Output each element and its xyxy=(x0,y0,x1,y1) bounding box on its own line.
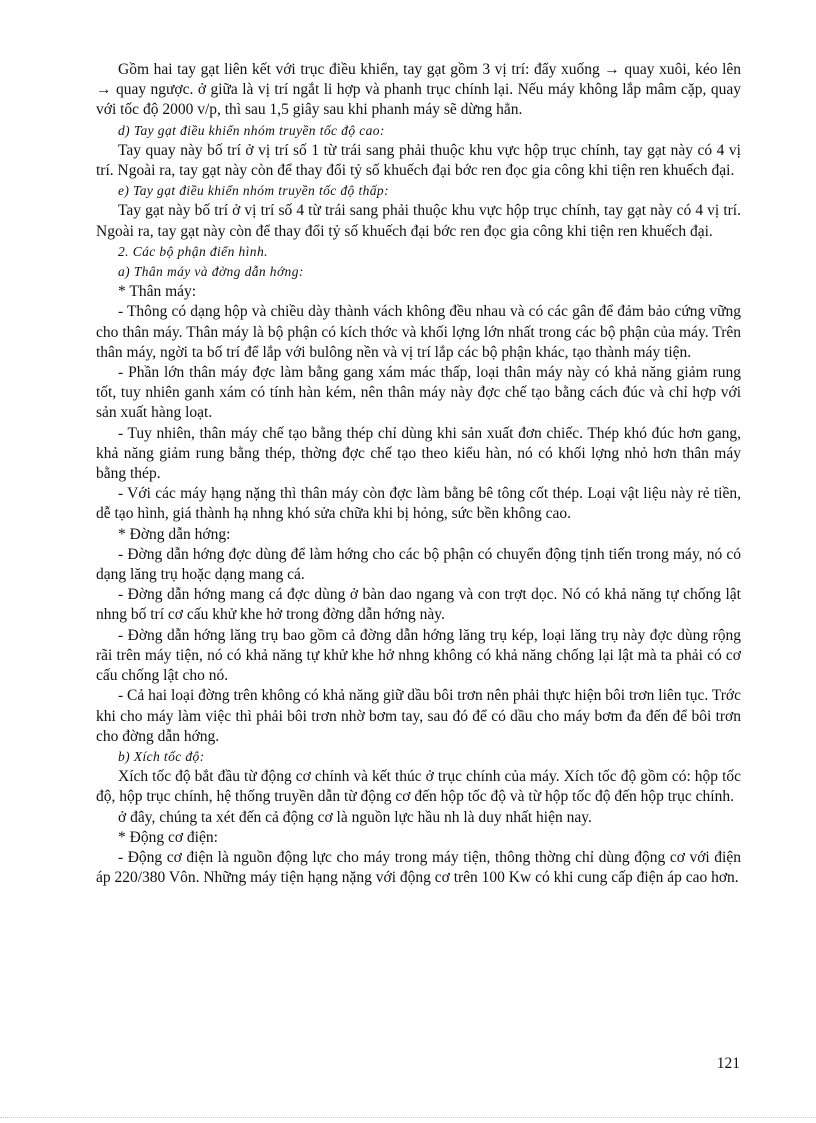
paragraph-guideway-lubrication: - Cả hai loại đờng trên không có khả năng giữ dầu bôi trơn nên phải thực hiện bôi trơn liên tục. Trớc khi cho máy làm việc thì phải bôi trơn nhờ bơm tay, sau đó để có dầu cho máy bơm đa đến để bôi trơn cho đờng dẫn hớng. xyxy=(96,687,741,745)
paragraph-bed-steel: - Tuy nhiên, thân máy chế tạo bằng thép chỉ dùng khi sản xuất đơn chiếc. Thép khó đúc hơn gang, khả năng giảm rung bằng thép, thờng đợc chế tạo theo kiểu hàn, nó có khối lợng nhỏ hơn thân máy bằng thép. xyxy=(96,424,741,483)
paragraph-prism-guideway: - Đờng dẫn hớng lăng trụ bao gồm cả đờng dẫn hớng lăng trụ kép, loại lăng trụ này đợc dùng rộng rãi trên máy tiện, nó có khả năng tự khử khe hở nhng không có khả năng chống lại lật mà ta phải có cơ cấu chống lật cho nó. xyxy=(96,626,741,685)
paragraph-lever-description: Gồm hai tay gạt liên kết với trục điều khiển, tay gạt gồm 3 vị trí: đẩy xuống → quay xuôi, kéo lên → quay ngược. ở giữa là vị trí ngắt li hợp và phanh trục chính lại. Nếu máy không lắp mâm cặp, quay với tốc độ 2000 v/p, thì sau 1,5 giây sau khi phanh máy sẽ dừng hẳn. xyxy=(96,61,741,119)
paragraph-dovetail-guideway: - Đờng dẫn hớng mang cá đợc dùng ở bàn dao ngang và con trợt dọc. Nó có khả năng tự chống lật nhng bố trí cơ cấu khử khe hở trong đờng dẫn hớng này. xyxy=(96,586,741,624)
subheading-bed: * Thân máy: xyxy=(118,283,197,301)
heading-typical-parts: 2. Các bộ phận điển hình. xyxy=(118,243,268,259)
paragraph-guideways-purpose: - Đờng dẫn hớng đợc dùng để làm hớng cho các bộ phận có chuyển động tịnh tiến trong máy, nó có dạng lăng trụ hoặc dạng mang cá. xyxy=(96,545,741,584)
paragraph-electric-motor: - Động cơ điện là nguồn động lực cho máy trong máy tiện, thông thờng chỉ dùng động cơ với điện áp 220/380 Vôn. Những máy tiện hạng nặng với động cơ trên 100 Kw có khi cung cấp điện áp cao hơn. xyxy=(96,848,741,887)
paragraph-speed-chain: Xích tốc độ bắt đầu từ động cơ chính và kết thúc ở trục chính của máy. Xích tốc độ gồm có: hộp tốc độ, hộp trục chính, hệ thống truyền dẫn từ động cơ đến hộp tốc độ và từ hộp tốc độ đến hộp trục chính. xyxy=(96,768,741,806)
paragraph-high-speed-lever: Tay quay này bố trí ở vị trí số 1 từ trái sang phải thuộc khu vực hộp trục chính, tay gạt này có 4 vị trí. Ngoài ra, tay gạt này còn để thay đổi tỷ số khuếch đại bớc ren đọc gia công khi tiện ren khuếch đại. xyxy=(96,141,741,180)
paragraph-bed-shape: - Thông có dạng hộp và chiều dày thành vách không đều nhau và có các gân để đảm bảo cứng vững cho thân máy. Thân máy là bộ phận có kích thớc và khối lợng lớn nhất trong các bộ phận của máy. Trên thân máy, ngời ta bố trí để lắp với bulông nền và vị trí lắp các bộ phận khác, tạo thành máy tiện. xyxy=(96,303,741,361)
heading-high-speed-lever: d) Tay gạt điều khiển nhóm truyền tốc độ cao: xyxy=(118,122,385,138)
subheading-guideways: * Đờng dẫn hớng: xyxy=(118,525,231,543)
heading-machine-bed: a) Thân máy và đờng dẫn hớng: xyxy=(118,264,304,280)
subheading-electric-motor: * Động cơ điện: xyxy=(118,828,218,846)
page-number: 121 xyxy=(716,1055,740,1072)
heading-speed-chain: b) Xích tốc độ: xyxy=(118,748,205,764)
paragraph-low-speed-lever: Tay gạt này bố trí ở vị trí số 4 từ trái sang phải thuộc khu vực hộp trục chính, tay gạt này có 4 vị trí. Ngoài ra, tay gạt này còn để thay đổi tỷ số khuếch đại bớc ren đọc gia công khi tiện ren khuếch đại. xyxy=(96,202,741,240)
heading-low-speed-lever: e) Tay gạt điều khiển nhóm truyền tốc độ thấp: xyxy=(118,183,389,199)
paragraph-bed-cast-iron: - Phần lớn thân máy đợc làm bằng gang xám mác thấp, loại thân máy này có khả năng giảm rung tốt, tuy nhiên ganh xám có tính hàn kém, nên thân máy này đợc chế tạo bằng cách đúc và chỉ hợp với sản xuất hàng loạt. xyxy=(96,364,741,422)
paragraph-motor-note: ở đây, chúng ta xét đến cả động cơ là nguồn lực hầu nh là duy nhất hiện nay. xyxy=(118,808,592,826)
paragraph-bed-concrete: - Với các máy hạng nặng thì thân máy còn đợc làm bằng bê tông cốt thép. Loại vật liệu này rẻ tiền, dễ tạo hình, giá thành hạ nhng khó sửa chữa khi bị hỏng, sức bền không cao. xyxy=(96,485,741,523)
footer-divider xyxy=(0,1117,816,1118)
document-body xyxy=(96,60,741,888)
